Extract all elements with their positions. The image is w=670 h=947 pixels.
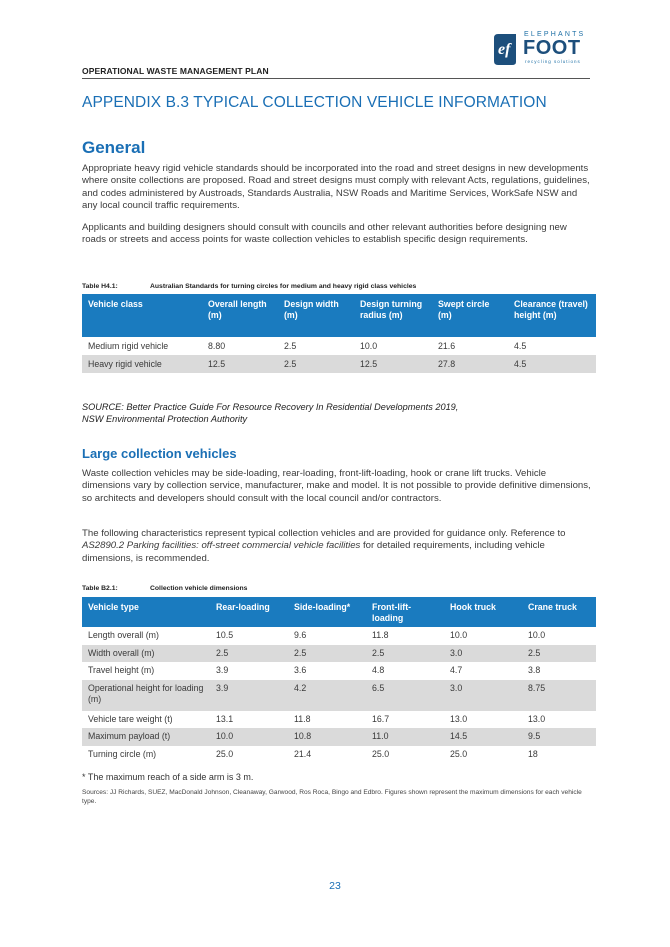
table-cell: 10.0 [528, 630, 546, 640]
table1-caption [82, 283, 416, 290]
table-cell: 2.5 [278, 355, 354, 373]
table-cell: 11.8 [294, 713, 311, 724]
table2-sources: Sources: JJ Richards, SUEZ, MacDonald Johnson, Cleanaway, Garwood, Ros Roca, Bingo and Edbro. Figures shown represent the maximum dimensions for each vehicle type. [82, 789, 582, 805]
turning-circles-table [82, 294, 596, 373]
table-cell: Length overall (m) [88, 630, 159, 640]
table-cell: 2.5 [366, 645, 444, 663]
table-header-cell: Vehicle class [82, 294, 202, 337]
standard-reference: AS2890.2 Parking facilities: off-street commercial vehicle facilities [82, 540, 361, 552]
table-cell: Width overall (m) [82, 645, 210, 663]
table-cell: Vehicle tare weight (t) [88, 713, 173, 724]
table-row [82, 627, 596, 645]
table-header-cell: Side-loading* [288, 597, 366, 627]
large-paragraph-2-start: The following characteristics represent typical collection vehicles and are provided for guidance only. Reference to [82, 528, 566, 539]
table-cell: 21.4 [294, 748, 312, 759]
table-cell: 2.5 [210, 645, 288, 663]
appendix-title: APPENDIX B.3 TYPICAL COLLECTION VEHICLE INFORMATION [82, 94, 547, 111]
logo-main-text: FOOT [523, 37, 581, 59]
table-cell: 3.9 [216, 665, 229, 675]
general-paragraph-2: Applicants and building designers should consult with councils and other relevant authorities before designing new roads or streets and access points for waste collection vehicles to establish specific design requirements. [82, 222, 567, 246]
table-row [82, 746, 596, 764]
table-cell: 13.0 [450, 713, 468, 724]
side-arm-footnote: * The maximum reach of a side arm is 3 m. [82, 772, 254, 782]
table-cell: 25.0 [372, 748, 390, 759]
table-header-cell: Vehicle type [82, 597, 210, 627]
table-row [82, 662, 596, 680]
table-cell: 2.5 [284, 341, 297, 351]
vehicle-dimensions-table [82, 597, 596, 763]
table-header-row [82, 294, 596, 337]
table-cell: 10.8 [288, 728, 366, 746]
table-header-cell: Rear-loading [210, 597, 288, 627]
table-cell: 10.0 [210, 728, 288, 746]
header-divider [82, 78, 590, 79]
table-cell: 3.0 [444, 645, 522, 663]
table-cell: 16.7 [372, 713, 390, 724]
table-cell: 6.5 [366, 680, 444, 711]
elephants-foot-logo [490, 28, 590, 68]
table-cell: 3.6 [294, 665, 307, 675]
table-row [82, 337, 596, 355]
table-header-cell: Front-lift-loading [366, 597, 444, 627]
section-heading-large-vehicles: Large collection vehicles [82, 446, 237, 461]
large-paragraph-2 [82, 528, 592, 565]
table1-caption-text: Australian Standards for turning circles for medium and heavy rigid class vehicles [150, 283, 417, 290]
table-cell: 21.6 [438, 341, 456, 351]
table-cell: 18 [528, 748, 538, 759]
table-cell: Operational height for loading (m) [82, 680, 210, 711]
logo-mark-icon [490, 32, 520, 66]
table1-source-line-2: NSW Environmental Protection Authority [82, 413, 248, 424]
table2-label: Table B2.1: [82, 585, 118, 592]
large-paragraph-1: Waste collection vehicles may be side-loading, rear-loading, front-lift-loading, hook or crane lift trucks. Vehicle dimensions vary by collection service, manufacturer, make and model. It is not possible to provide definitive dimensions, so architects and developers should consult with the local council and/or contractors. [82, 468, 591, 504]
table-cell: 4.7 [450, 665, 463, 675]
table-cell: 4.8 [372, 665, 385, 675]
table1-source [82, 402, 458, 425]
table-header-cell: Clearance (travel) height (m) [508, 294, 596, 337]
table-cell: 27.8 [432, 355, 508, 373]
general-paragraph-1: Appropriate heavy rigid vehicle standards should be incorporated into the road and street designs in new developments where onsite collections are proposed. Road and street designs must comply with relevant Acts, regulations, guidelines, and codes administered by Austroads, Standards Australia, NSW Roads and Maritime Services, WorkSafe NSW and any local council traffic requirements. [82, 163, 590, 212]
table-cell: 11.8 [372, 630, 389, 640]
table-cell: 9.6 [294, 630, 307, 640]
table-cell: 11.0 [366, 728, 444, 746]
logo-top-text: ELEPHANTS [524, 31, 586, 38]
table-cell: 3.0 [444, 680, 522, 711]
table1-label: Table H4.1: [82, 283, 118, 290]
table-cell: 2.5 [522, 645, 596, 663]
table-cell: 10.0 [360, 341, 378, 351]
table-cell: 4.5 [508, 355, 596, 373]
table-cell: 8.75 [522, 680, 596, 711]
document-title: OPERATIONAL WASTE MANAGEMENT PLAN [82, 66, 269, 76]
table-cell: Heavy rigid vehicle [82, 355, 202, 373]
table-cell: 13.1 [216, 713, 234, 724]
table-cell: Medium rigid vehicle [88, 341, 169, 351]
table-header-cell: Overall length (m) [202, 294, 278, 337]
page-header [82, 28, 590, 80]
table-cell: 25.0 [216, 748, 234, 759]
section-heading-general: General [82, 138, 146, 157]
table-row [82, 711, 596, 729]
table-cell: 2.5 [288, 645, 366, 663]
table-header-cell: Design turning radius (m) [354, 294, 432, 337]
svg-text:ef: ef [498, 41, 511, 58]
table-header-cell: Swept circle (m) [432, 294, 508, 337]
table2-caption-text: Collection vehicle dimensions [150, 585, 248, 592]
table-cell: 12.5 [202, 355, 278, 373]
table-header-row [82, 597, 596, 627]
table-cell: 4.5 [514, 341, 527, 351]
table-cell: Travel height (m) [88, 665, 155, 675]
table-cell: 14.5 [444, 728, 522, 746]
table-row [82, 680, 596, 711]
table-cell: 13.0 [528, 713, 546, 724]
table-cell: 3.9 [210, 680, 288, 711]
table-cell: Maximum payload (t) [82, 728, 210, 746]
table-cell: 10.0 [450, 630, 468, 640]
table-row [82, 728, 596, 746]
table-cell: 25.0 [450, 748, 468, 759]
table-cell: 3.8 [528, 665, 541, 675]
table2-caption [82, 585, 247, 592]
table1-source-line-1: SOURCE: Better Practice Guide For Resource Recovery In Residential Developments 2019, [82, 402, 459, 412]
page-number: 23 [329, 880, 341, 892]
table-row [82, 645, 596, 663]
large-paragraph-2-end: for detailed requirements, including vehicle dimensions, is recommended. [82, 540, 545, 564]
table-header-cell: Crane truck [522, 597, 596, 627]
table-cell: 9.5 [522, 728, 596, 746]
table-cell: 4.2 [288, 680, 366, 711]
table-cell: 10.5 [216, 630, 234, 640]
logo-sub-text: recycling solutions [525, 59, 581, 64]
table-row [82, 355, 596, 373]
table-cell: 8.80 [208, 341, 226, 351]
table-header-cell: Design width (m) [278, 294, 354, 337]
table-header-cell: Hook truck [444, 597, 522, 627]
table-cell: Turning circle (m) [88, 748, 157, 759]
table-cell: 12.5 [354, 355, 432, 373]
